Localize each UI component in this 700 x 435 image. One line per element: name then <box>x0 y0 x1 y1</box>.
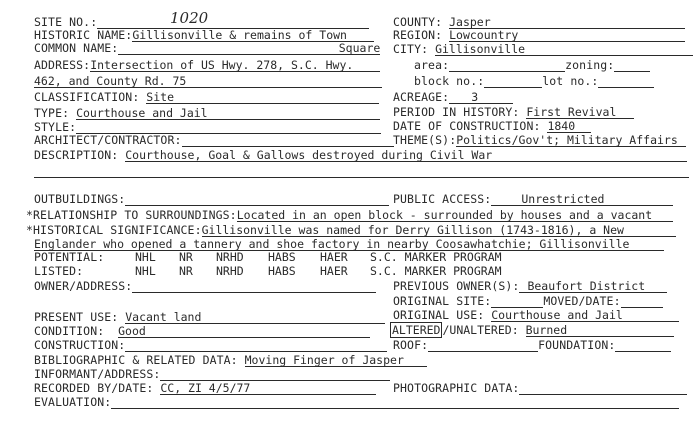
potential-row <box>34 251 502 264</box>
condition-value: Good <box>118 325 370 338</box>
roof-row <box>393 339 671 352</box>
block-label: block no.: <box>414 74 485 88</box>
themes-row <box>393 134 686 147</box>
altered-box: ALTERED <box>392 323 441 337</box>
lot-label: lot no.: <box>542 74 599 88</box>
region-label: REGION: <box>393 28 443 42</box>
acreage-row <box>393 91 513 104</box>
address-value-line2: 462, and County Rd. 75 <box>34 75 382 88</box>
listed-habs: HABS <box>268 264 296 278</box>
period-label: PERIOD IN HISTORY: <box>393 105 520 119</box>
listed-haer: HAER <box>320 264 348 278</box>
bibliographic-value: Moving Finger of Jasper <box>245 354 427 367</box>
previous-owner-value: Beaufort District <box>519 280 667 293</box>
address-label: ADDRESS: <box>34 58 91 72</box>
condition-row <box>34 325 370 338</box>
bibliographic-label: BIBLIOGRAPHIC & RELATED DATA: <box>34 353 238 367</box>
informant-row <box>34 368 390 381</box>
foundation-underline <box>615 339 671 352</box>
style-label: STYLE: <box>34 120 77 134</box>
relationship-value: Located in an open block - surrounded by houses and a vacant <box>237 209 673 222</box>
type-label: TYPE: <box>34 106 70 120</box>
photographic-label: PHOTOGRAPHIC DATA: <box>393 381 520 395</box>
block-row <box>414 75 654 88</box>
significance-row-2 <box>34 238 664 251</box>
themes-value: Politics/Gov't; Military Affairs <box>456 134 686 147</box>
public-access-value: Unrestricted <box>491 193 673 206</box>
area-row <box>414 59 650 72</box>
lot-underline <box>598 75 654 88</box>
acreage-label: ACREAGE: <box>393 90 450 104</box>
relationship-row <box>26 209 673 222</box>
classification-row <box>34 91 379 104</box>
listed-nr: NR <box>179 264 193 278</box>
period-row <box>393 106 634 119</box>
potential-label: POTENTIAL: <box>34 250 105 264</box>
city-value: Gillisonville <box>435 43 693 56</box>
potential-marker: S.C. MARKER PROGRAM <box>370 250 502 264</box>
owner-label: OWNER/ADDRESS: <box>34 279 133 293</box>
evaluation-label: EVALUATION: <box>34 395 112 409</box>
recorded-label: RECORDED BY/DATE: <box>34 381 154 395</box>
potential-haer: HAER <box>320 250 348 264</box>
evaluation-underline <box>111 396 679 409</box>
photographic-underline <box>519 382 687 395</box>
site-no-label: SITE NO.: <box>34 15 98 29</box>
historic-name-label: HISTORIC NAME: <box>34 28 133 42</box>
common-name-value: Square <box>118 42 380 55</box>
period-value: First Revival <box>526 106 634 119</box>
owner-row <box>34 280 376 293</box>
listed-marker: S.C. MARKER PROGRAM <box>370 264 502 278</box>
historic-name-value: Gillisonville & remains of Town <box>132 29 374 42</box>
architect-value <box>182 134 394 147</box>
date-construction-value: 1840 <box>547 120 591 133</box>
public-access-row <box>393 193 673 206</box>
moved-date-label: MOVED/DATE: <box>543 294 621 308</box>
county-value: Jasper <box>449 16 685 29</box>
address-row-2 <box>34 75 382 88</box>
relationship-label: *RELATIONSHIP TO SURROUNDINGS: <box>26 208 237 222</box>
original-site-underline <box>491 295 543 308</box>
significance-row <box>26 224 676 237</box>
zoning-label: zoning: <box>565 58 615 72</box>
construction-underline <box>125 339 387 352</box>
moved-date-underline <box>621 295 663 308</box>
acreage-value: 3 <box>449 91 513 104</box>
significance-value-line1: Gillisonville was named for Derry Gillison (1743-1816), a New <box>202 224 676 237</box>
type-value: Courthouse and Jail <box>76 107 380 120</box>
previous-owner-label: PREVIOUS OWNER(S): <box>393 279 520 293</box>
roof-label: ROOF: <box>393 338 429 352</box>
roof-underline <box>428 339 538 352</box>
city-label: CITY: <box>393 42 429 56</box>
common-name-label: COMMON NAME: <box>34 41 119 55</box>
original-use-row <box>393 309 679 322</box>
date-construction-row <box>393 120 591 133</box>
common-name-row <box>34 42 380 55</box>
potential-nrhd: NRHD <box>216 250 244 264</box>
construction-row <box>34 339 387 352</box>
address-row <box>34 59 380 72</box>
architect-label: ARCHITECT/CONTRACTOR: <box>34 133 182 147</box>
bibliographic-row <box>34 354 427 367</box>
county-label: COUNTY: <box>393 15 443 29</box>
description-value: Courthouse, Goal & Gallows destroyed during Civil War <box>125 149 687 162</box>
original-site-label: ORIGINAL SITE: <box>393 294 492 308</box>
outbuildings-row <box>34 193 389 206</box>
altered-row <box>390 324 674 337</box>
condition-label: CONDITION: <box>34 324 105 338</box>
listed-nrhd: NRHD <box>216 264 244 278</box>
photographic-row <box>393 382 687 395</box>
foundation-label: FOUNDATION: <box>538 338 616 352</box>
description-label: DESCRIPTION: <box>34 148 119 162</box>
listed-row <box>34 265 502 278</box>
original-use-label: ORIGINAL USE: <box>393 308 485 322</box>
construction-label: CONSTRUCTION: <box>34 338 126 352</box>
potential-nr: NR <box>179 250 193 264</box>
zoning-underline <box>614 59 650 72</box>
region-row <box>393 29 685 42</box>
themes-label: THEME(S): <box>393 133 457 147</box>
present-use-value: Vacant land <box>125 311 385 324</box>
original-site-row <box>393 295 663 308</box>
present-use-label: PRESENT USE: <box>34 310 119 324</box>
listed-label: LISTED: <box>34 264 84 278</box>
potential-habs: HABS <box>268 250 296 264</box>
classification-label: CLASSIFICATION: <box>34 90 140 104</box>
outbuildings-underline <box>125 193 389 206</box>
block-underline <box>484 75 542 88</box>
informant-label: INFORMANT/ADDRESS: <box>34 367 161 381</box>
evaluation-row <box>34 396 679 409</box>
recorded-value: CC, ZI 4/5/77 <box>160 382 376 395</box>
recorded-row <box>34 382 376 395</box>
potential-nhl: NHL <box>135 250 156 264</box>
address-value-line1: Intersection of US Hwy. 278, S.C. Hwy. <box>90 59 380 72</box>
significance-value-line2: Englander who opened a tannery and shoe factory in nearby Coosawhatchie; Gillisonville <box>34 238 664 251</box>
listed-nhl: NHL <box>135 264 156 278</box>
site-no-value: 1020 <box>170 9 209 27</box>
owner-underline <box>132 280 376 293</box>
description-blank-line <box>34 177 689 178</box>
city-row <box>393 43 693 56</box>
significance-label: *HISTORICAL SIGNIFICANCE: <box>26 223 202 237</box>
area-underline <box>449 59 565 72</box>
present-use-row <box>34 311 385 324</box>
area-label: area: <box>414 58 450 72</box>
original-use-value: Courthouse and Jail <box>491 309 679 322</box>
outbuildings-label: OUTBUILDINGS: <box>34 192 126 206</box>
date-construction-label: DATE OF CONSTRUCTION: <box>393 119 541 133</box>
previous-owner-row <box>393 280 667 293</box>
description-row <box>34 149 687 162</box>
type-row <box>34 107 380 120</box>
architect-row <box>34 134 394 147</box>
unaltered-label: /UNALTERED: <box>442 323 519 337</box>
public-access-label: PUBLIC ACCESS: <box>393 192 492 206</box>
informant-underline <box>160 368 390 381</box>
altered-value: Burned <box>526 324 674 337</box>
region-value: Lowcountry <box>449 29 685 42</box>
classification-value: Site <box>146 91 379 104</box>
